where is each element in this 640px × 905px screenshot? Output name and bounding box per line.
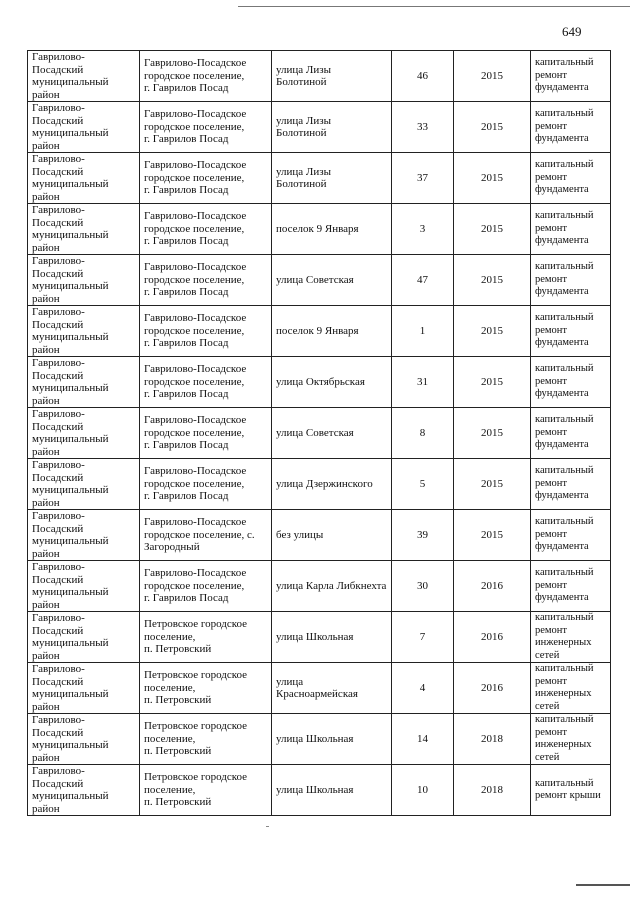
year-cell-text: 2018 — [481, 732, 503, 745]
street-cell-text: улица Школьная — [276, 630, 354, 643]
settlement-cell — [140, 510, 272, 561]
house-number-cell — [392, 51, 454, 102]
work-type-cell-text: капитальный ремонт фундамента — [535, 261, 594, 298]
work-type-cell — [531, 255, 611, 306]
district-cell-text: Гаврилово- Посадский муниципальный район — [32, 459, 109, 509]
year-cell-text: 2016 — [481, 630, 503, 643]
year-cell — [454, 714, 531, 765]
settlement-cell — [140, 102, 272, 153]
settlement-cell — [140, 255, 272, 306]
year-cell — [454, 612, 531, 663]
work-type-cell-text: капитальный ремонт фундамента — [535, 210, 594, 247]
house-number-cell-text: 8 — [419, 426, 426, 439]
year-cell-text: 2015 — [481, 120, 503, 133]
work-type-cell — [531, 765, 611, 816]
house-number-cell — [392, 612, 454, 663]
work-type-cell-text: капитальный ремонт фундамента — [535, 312, 594, 349]
settlement-cell-text: Петровское городское поселение, п. Петровский — [144, 669, 248, 707]
house-number-cell-text: 14 — [417, 732, 428, 745]
work-type-cell — [531, 561, 611, 612]
house-number-cell — [392, 357, 454, 408]
street-cell-text: поселок 9 Января — [276, 222, 359, 235]
repair-registry-table — [27, 50, 611, 816]
work-type-cell — [531, 51, 611, 102]
year-cell-text: 2015 — [481, 222, 503, 235]
table-row — [28, 459, 611, 510]
district-cell — [28, 306, 140, 357]
district-cell — [28, 357, 140, 408]
work-type-cell-text: капитальный ремонт крыши — [535, 777, 601, 801]
settlement-cell-text: Гаврилово-Посадское городское поселение, г. Гаврилов Посад — [144, 210, 247, 248]
year-cell — [454, 204, 531, 255]
table-row — [28, 765, 611, 816]
work-type-cell-text: капитальный ремонт фундамента — [535, 57, 594, 94]
table-row — [28, 51, 611, 102]
house-number-cell-text: 7 — [419, 630, 426, 643]
street-cell-text: улица Школьная — [276, 783, 354, 796]
table-row — [28, 306, 611, 357]
table-row — [28, 204, 611, 255]
year-cell-text: 2018 — [481, 783, 503, 796]
year-cell-text: 2016 — [481, 681, 503, 694]
street-cell — [272, 765, 392, 816]
top-rule — [238, 6, 630, 7]
settlement-cell-text: Гаврилово-Посадское городское поселение, г. Гаврилов Посад — [144, 312, 247, 350]
work-type-cell — [531, 357, 611, 408]
house-number-cell-text: 30 — [417, 579, 428, 592]
street-cell-text: без улицы — [276, 528, 324, 541]
house-number-cell — [392, 714, 454, 765]
scan-mark — [266, 826, 269, 827]
street-cell-text: улица Лизы Болотиной — [276, 63, 331, 88]
street-cell — [272, 612, 392, 663]
house-number-cell-text: 47 — [417, 273, 428, 286]
year-cell — [454, 51, 531, 102]
table-row — [28, 153, 611, 204]
house-number-cell — [392, 459, 454, 510]
year-cell — [454, 153, 531, 204]
house-number-cell-text: 4 — [419, 681, 426, 694]
house-number-cell — [392, 255, 454, 306]
work-type-cell-text: капитальный ремонт фундамента — [535, 516, 594, 553]
house-number-cell — [392, 408, 454, 459]
street-cell-text: улица Карла Либкнехта — [276, 579, 387, 592]
work-type-cell-text: капитальный ремонт фундамента — [535, 414, 594, 451]
settlement-cell-text: Гаврилово-Посадское городское поселение, г. Гаврилов Посад — [144, 159, 247, 197]
district-cell-text: Гаврилово- Посадский муниципальный район — [32, 714, 109, 764]
settlement-cell — [140, 408, 272, 459]
district-cell-text: Гаврилово- Посадский муниципальный район — [32, 357, 109, 407]
district-cell — [28, 765, 140, 816]
work-type-cell-text: капитальный ремонт фундамента — [535, 159, 594, 196]
house-number-cell-text: 33 — [417, 120, 428, 133]
district-cell-text: Гаврилово- Посадский муниципальный район — [32, 51, 109, 101]
settlement-cell-text: Гаврилово-Посадское городское поселение, г. Гаврилов Посад — [144, 261, 247, 299]
street-cell-text: улица Дзержинского — [276, 477, 373, 490]
house-number-cell-text: 5 — [419, 477, 426, 490]
table-row — [28, 510, 611, 561]
house-number-cell — [392, 510, 454, 561]
district-cell-text: Гаврилово- Посадский муниципальный район — [32, 204, 109, 254]
street-cell-text: улица Лизы Болотиной — [276, 114, 331, 139]
year-cell-text: 2015 — [481, 375, 503, 388]
street-cell-text: улица Школьная — [276, 732, 354, 745]
settlement-cell-text: Гаврилово-Посадское городское поселение, г. Гаврилов Посад — [144, 414, 247, 452]
house-number-cell-text: 31 — [417, 375, 428, 388]
house-number-cell — [392, 153, 454, 204]
bottom-rule — [576, 884, 630, 886]
street-cell — [272, 102, 392, 153]
settlement-cell — [140, 612, 272, 663]
work-type-cell — [531, 612, 611, 663]
street-cell — [272, 153, 392, 204]
house-number-cell-text: 1 — [419, 324, 426, 337]
settlement-cell-text: Гаврилово-Посадское городское поселение, г. Гаврилов Посад — [144, 57, 247, 95]
settlement-cell-text: Гаврилово-Посадское городское поселение, г. Гаврилов Посад — [144, 363, 247, 401]
district-cell-text: Гаврилово- Посадский муниципальный район — [32, 102, 109, 152]
work-type-cell-text: капитальный ремонт фундамента — [535, 363, 594, 400]
district-cell — [28, 561, 140, 612]
street-cell — [272, 204, 392, 255]
district-cell — [28, 153, 140, 204]
page-number: 649 — [562, 24, 582, 39]
district-cell — [28, 204, 140, 255]
district-cell-text: Гаврилово- Посадский муниципальный район — [32, 510, 109, 560]
table-row — [28, 357, 611, 408]
house-number-cell-text: 3 — [419, 222, 426, 235]
year-cell-text: 2015 — [481, 171, 503, 184]
district-cell-text: Гаврилово- Посадский муниципальный район — [32, 153, 109, 203]
year-cell-text: 2015 — [481, 426, 503, 439]
year-cell — [454, 255, 531, 306]
house-number-cell — [392, 306, 454, 357]
settlement-cell-text: Петровское городское поселение, п. Петровский — [144, 720, 248, 758]
year-cell — [454, 561, 531, 612]
house-number-cell-text: 37 — [417, 171, 428, 184]
table-row — [28, 102, 611, 153]
street-cell — [272, 357, 392, 408]
district-cell — [28, 663, 140, 714]
settlement-cell — [140, 306, 272, 357]
district-cell-text: Гаврилово- Посадский муниципальный район — [32, 561, 109, 611]
work-type-cell-text: капитальный ремонт фундамента — [535, 567, 594, 604]
street-cell — [272, 459, 392, 510]
street-cell — [272, 51, 392, 102]
table-row — [28, 408, 611, 459]
district-cell-text: Гаврилово- Посадский муниципальный район — [32, 306, 109, 356]
work-type-cell — [531, 153, 611, 204]
street-cell-text: поселок 9 Января — [276, 324, 359, 337]
year-cell — [454, 306, 531, 357]
district-cell — [28, 408, 140, 459]
settlement-cell-text: Петровское городское поселение, п. Петровский — [144, 618, 248, 656]
district-cell-text: Гаврилово- Посадский муниципальный район — [32, 765, 109, 815]
work-type-cell — [531, 459, 611, 510]
year-cell — [454, 510, 531, 561]
work-type-cell — [531, 408, 611, 459]
work-type-cell — [531, 714, 611, 765]
street-cell — [272, 306, 392, 357]
street-cell-text: улица Октябрьская — [276, 375, 365, 388]
work-type-cell-text: капитальный ремонт инженерных сетей — [535, 612, 594, 661]
street-cell-text: улица Красноармейская — [276, 675, 358, 700]
house-number-cell-text: 46 — [417, 69, 428, 82]
settlement-cell-text: Гаврилово-Посадское городское поселение, г. Гаврилов Посад — [144, 108, 247, 146]
district-cell — [28, 459, 140, 510]
street-cell — [272, 510, 392, 561]
house-number-cell — [392, 204, 454, 255]
year-cell-text: 2016 — [481, 579, 503, 592]
street-cell-text: улица Лизы Болотиной — [276, 165, 331, 190]
work-type-cell — [531, 663, 611, 714]
year-cell-text: 2015 — [481, 477, 503, 490]
table-row — [28, 663, 611, 714]
street-cell — [272, 663, 392, 714]
settlement-cell — [140, 204, 272, 255]
settlement-cell — [140, 765, 272, 816]
settlement-cell-text: Гаврилово-Посадское городское поселение, г. Гаврилов Посад — [144, 465, 247, 503]
year-cell — [454, 663, 531, 714]
work-type-cell-text: капитальный ремонт фундамента — [535, 465, 594, 502]
table-row — [28, 255, 611, 306]
work-type-cell — [531, 510, 611, 561]
year-cell — [454, 459, 531, 510]
year-cell-text: 2015 — [481, 528, 503, 541]
settlement-cell — [140, 714, 272, 765]
year-cell-text: 2015 — [481, 273, 503, 286]
district-cell-text: Гаврилово- Посадский муниципальный район — [32, 408, 109, 458]
house-number-cell — [392, 561, 454, 612]
work-type-cell — [531, 306, 611, 357]
district-cell — [28, 612, 140, 663]
street-cell — [272, 714, 392, 765]
house-number-cell-text: 39 — [417, 528, 428, 541]
settlement-cell-text: Петровское городское поселение, п. Петровский — [144, 771, 248, 809]
year-cell-text: 2015 — [481, 69, 503, 82]
settlement-cell — [140, 459, 272, 510]
registry-table-body — [28, 51, 611, 816]
house-number-cell-text: 10 — [417, 783, 428, 796]
district-cell — [28, 714, 140, 765]
street-cell-text: улица Советская — [276, 273, 354, 286]
work-type-cell-text: капитальный ремонт инженерных сетей — [535, 663, 594, 712]
work-type-cell — [531, 204, 611, 255]
settlement-cell — [140, 561, 272, 612]
table-row — [28, 561, 611, 612]
settlement-cell — [140, 663, 272, 714]
district-cell-text: Гаврилово- Посадский муниципальный район — [32, 663, 109, 713]
house-number-cell — [392, 102, 454, 153]
district-cell — [28, 255, 140, 306]
house-number-cell — [392, 663, 454, 714]
street-cell — [272, 255, 392, 306]
house-number-cell — [392, 765, 454, 816]
district-cell-text: Гаврилово- Посадский муниципальный район — [32, 612, 109, 662]
district-cell — [28, 510, 140, 561]
table-row — [28, 612, 611, 663]
street-cell — [272, 408, 392, 459]
year-cell — [454, 102, 531, 153]
year-cell — [454, 357, 531, 408]
settlement-cell-text: Гаврилово-Посадское городское поселение, г. Гаврилов Посад — [144, 567, 247, 605]
table-row — [28, 714, 611, 765]
street-cell-text: улица Советская — [276, 426, 354, 439]
year-cell — [454, 765, 531, 816]
settlement-cell-text: Гаврилово-Посадское городское поселение, с. Загородный — [144, 516, 255, 554]
settlement-cell — [140, 51, 272, 102]
settlement-cell — [140, 153, 272, 204]
year-cell — [454, 408, 531, 459]
district-cell — [28, 102, 140, 153]
district-cell — [28, 51, 140, 102]
work-type-cell — [531, 102, 611, 153]
work-type-cell-text: капитальный ремонт фундамента — [535, 108, 594, 145]
street-cell — [272, 561, 392, 612]
work-type-cell-text: капитальный ремонт инженерных сетей — [535, 714, 594, 763]
settlement-cell — [140, 357, 272, 408]
district-cell-text: Гаврилово- Посадский муниципальный район — [32, 255, 109, 305]
year-cell-text: 2015 — [481, 324, 503, 337]
